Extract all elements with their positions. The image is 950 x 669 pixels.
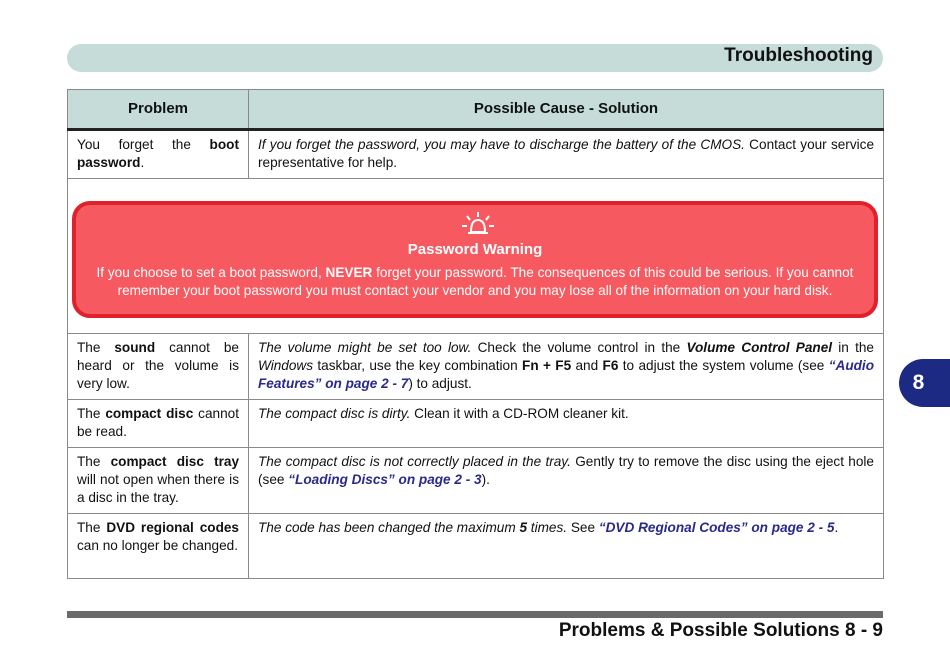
warning-alert-icon: [459, 211, 497, 239]
warning-row: [68, 179, 884, 334]
problem-text: The: [77, 520, 107, 535]
solution-text: and: [571, 358, 603, 373]
problem-keyword: boot password: [77, 137, 239, 170]
table-row: [68, 400, 884, 448]
solution-cell: [249, 448, 884, 514]
table-row: [68, 334, 884, 400]
loading-discs-link[interactable]: “Loading Discs” on page 2 - 3: [288, 472, 482, 487]
problem-text: will not open when there is a disc in the tray.: [77, 472, 239, 505]
header-bar: [67, 44, 883, 72]
chapter-tab[interactable]: [899, 359, 950, 407]
solution-emphasis: Windows: [258, 358, 314, 373]
footer-rule: [67, 611, 883, 618]
solution-emphasis: Volume Control Panel: [686, 340, 833, 355]
footer-page-label: Problems & Possible Solutions 8 - 9: [558, 620, 883, 641]
solution-text: ) to adjust.: [408, 376, 472, 391]
warning-text: [88, 264, 862, 300]
solution-text: Clean it with a CD-ROM cleaner kit.: [410, 406, 629, 421]
table-row: [68, 448, 884, 514]
table-row: [68, 514, 884, 579]
solution-text: Contact your service representative for help.: [258, 137, 875, 170]
problem-text: can no longer be changed.: [77, 538, 238, 553]
problem-text: .: [140, 155, 145, 170]
problem-text: The: [77, 406, 106, 421]
solution-emphasis: 5: [519, 520, 528, 535]
cause-text: The compact disc is not correctly placed in the tray.: [258, 454, 571, 469]
solution-text: taskbar, use the key combination: [313, 358, 523, 373]
solution-cell: [249, 130, 884, 179]
solution-text: to adjust the system volume (see: [618, 358, 829, 373]
solution-cell: [249, 334, 884, 400]
solution-cell: [249, 514, 884, 579]
password-warning-box: [72, 201, 878, 318]
problem-text: cannot be read.: [77, 406, 239, 439]
solution-text: Check the volume control in the: [471, 340, 687, 355]
table-row: [68, 130, 884, 179]
problem-keyword: sound: [114, 340, 156, 355]
problem-keyword: compact disc tray: [110, 454, 240, 469]
audio-features-link[interactable]: “Audio Features” on page 2 - 7: [258, 358, 875, 391]
problem-keyword: compact disc: [105, 406, 194, 421]
cause-text: The code has been changed the maximum: [258, 520, 520, 535]
problem-keyword: DVD regional codes: [106, 520, 239, 535]
problem-cell: [68, 400, 249, 448]
warning-text-part: forget your password. The consequences of this could be serious. If you cannot remember your boot password you must contact your vendor and you may lose all of the information on your hard disk.: [117, 265, 854, 298]
key-combo: Fn + F5: [522, 358, 572, 373]
problem-text: The: [77, 340, 115, 355]
warning-title: Password Warning: [407, 241, 543, 258]
cause-text: times.: [527, 520, 568, 535]
cause-text: The volume might be set too low.: [258, 340, 472, 355]
header-cause-solution: Possible Cause - Solution: [249, 90, 884, 130]
warning-emphasis: NEVER: [325, 265, 373, 280]
page-title: Troubleshooting: [724, 45, 873, 66]
solution-text: Gently try to remove the disc using the eject hole (see: [258, 454, 874, 487]
key-combo: F6: [602, 358, 619, 373]
solution-text: See: [567, 520, 599, 535]
problem-text: cannot be heard or the volume is very low.: [77, 340, 239, 391]
solution-cell: [249, 400, 884, 448]
solution-text: .: [834, 520, 839, 535]
troubleshooting-table: [67, 89, 884, 579]
problem-cell: [68, 334, 249, 400]
problem-cell: [68, 448, 249, 514]
dvd-regional-codes-link[interactable]: “DVD Regional Codes” on page 2 - 5: [598, 520, 835, 535]
solution-text: in the: [832, 340, 874, 355]
header-problem: Problem: [68, 90, 249, 130]
warning-text-part: If you choose to set a boot password,: [96, 265, 326, 280]
cause-text: If you forget the password, you may have to discharge the battery of the CMOS.: [258, 137, 745, 152]
problem-cell: [68, 130, 249, 179]
cause-text: The compact disc is dirty.: [258, 406, 411, 421]
warning-cell: [68, 179, 884, 334]
problem-cell: [68, 514, 249, 579]
solution-text: ).: [481, 472, 490, 487]
problem-text: The: [77, 454, 111, 469]
chapter-tab-label: 8: [912, 371, 925, 394]
problem-text: You forget the: [77, 137, 210, 152]
table-header-row: [68, 90, 884, 130]
